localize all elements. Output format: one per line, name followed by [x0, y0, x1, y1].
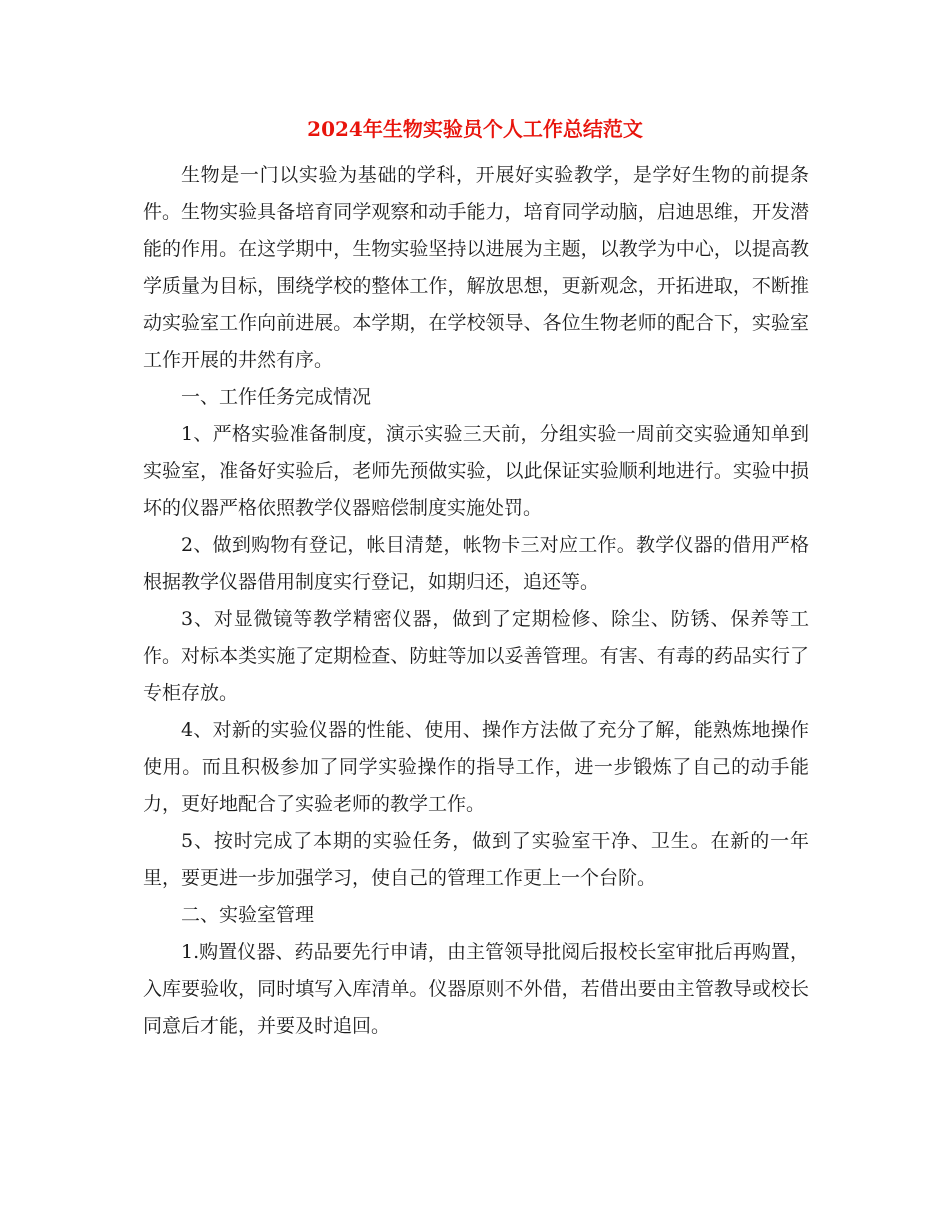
document-body	[143, 157, 809, 1045]
document-title: 2024年生物实验员个人工作总结范文	[307, 117, 643, 141]
paragraph-item-1: 1、严格实验准备制度，演示实验三天前，分组实验一周前交实验通知单到实验室，准备好实验后，老师先预做实验，以此保证实验顺利地进行。实验中损坏的仪器严格依照教学仪器赔偿制度实施处罚。	[143, 423, 809, 519]
paragraph-intro: 生物是一门以实验为基础的学科，开展好实验教学，是学好生物的前提条件。生物实验具备培育同学观察和动手能力，培育同学动脑，启迪思维，开发潜能的作用。在这学期中，生物实验坚持以进展为主题，以教学为中心，以提高教学质量为目标，围绕学校的整体工作，解放思想，更新观念，开拓进取，不断推动实验室工作向前进展。本学期，在学校领导、各位生物老师的配合下，实验室工作开展的井然有序。	[143, 164, 809, 371]
section-heading-1: 一、工作任务完成情况	[181, 386, 372, 408]
paragraph-item-3: 3、对显微镜等教学精密仪器，做到了定期检修、除尘、防锈、保养等工作。对标本类实施了定期检查、防蛀等加以妥善管理。有害、有毒的药品实行了专柜存放。	[143, 608, 809, 704]
paragraph-lab-1: 1.购置仪器、药品要先行申请，由主管领导批阅后报校长室审批后再购置，入库要验收，同时填写入库清单。仪器原则不外借，若借出要由主管教导或校长同意后才能，并要及时追回。	[143, 941, 809, 1037]
section-heading-2: 二、实验室管理	[181, 904, 315, 926]
paragraph-item-2: 2、做到购物有登记，帐目清楚，帐物卡三对应工作。教学仪器的借用严格根据教学仪器借用制度实行登记，如期归还，追还等。	[143, 534, 809, 593]
paragraph-item-4: 4、对新的实验仪器的性能、使用、操作方法做了充分了解，能熟炼地操作使用。而且积极参加了同学实验操作的指导工作，进一步锻炼了自己的动手能力，更好地配合了实验老师的教学工作。	[143, 719, 809, 815]
paragraph-item-5: 5、按时完成了本期的实验任务，做到了实验室干净、卫生。在新的一年里，要更进一步加强学习，使自己的管理工作更上一个台阶。	[143, 830, 809, 889]
